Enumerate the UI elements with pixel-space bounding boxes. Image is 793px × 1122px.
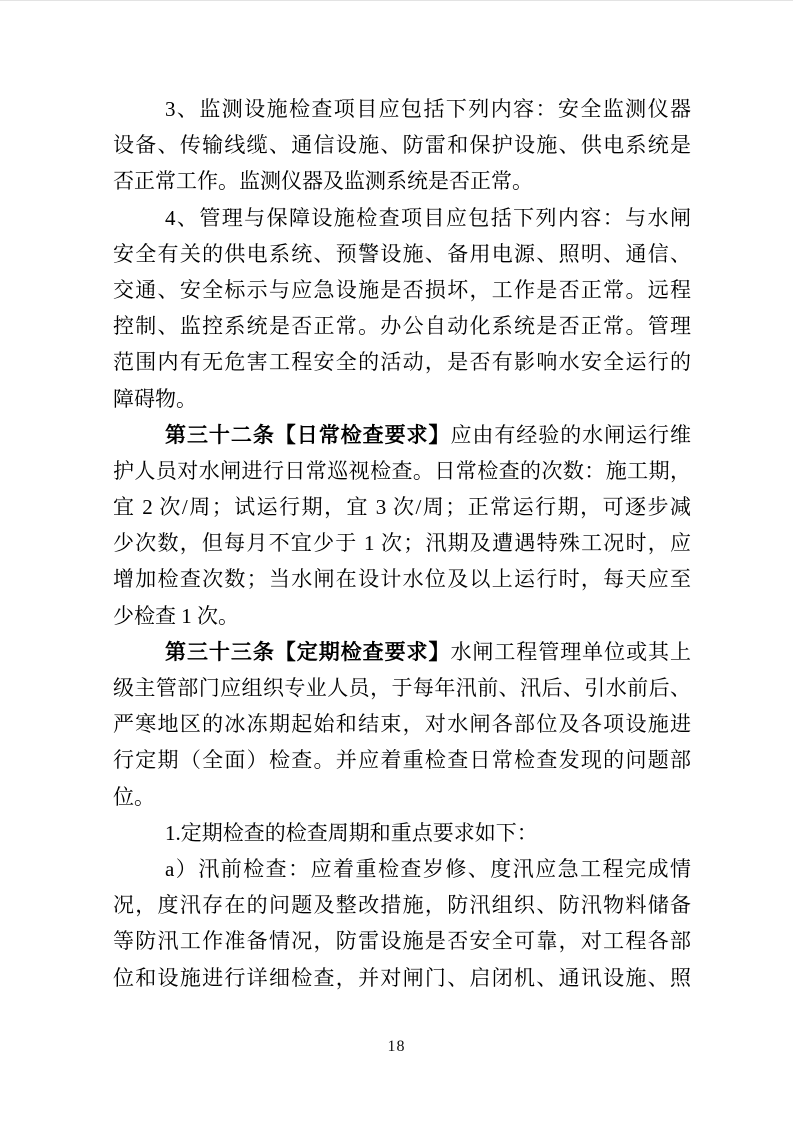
text-line bbox=[113, 887, 691, 923]
body-text: 控制、监控系统是否正常。办公自动化系统是否正常。管理 bbox=[113, 314, 691, 339]
text-line bbox=[113, 381, 691, 417]
text-line bbox=[113, 634, 691, 670]
body-text: 否正常工作。监测仪器及监测系统是否正常。 bbox=[113, 169, 533, 194]
body-text: 行定期（全面）检查。并应着重检查日常检查发现的问题部 bbox=[113, 748, 691, 773]
item-3-monitoring-facilities bbox=[113, 91, 691, 200]
text-line bbox=[113, 960, 691, 996]
item-a-pre-flood-inspection bbox=[113, 851, 691, 996]
text-line bbox=[113, 236, 691, 272]
body-text: 级主管部门应组织专业人员，于每年汛前、汛后、引水前后、 bbox=[113, 676, 691, 700]
body-text: 况，度汛存在的问题及整改措施，防汛组织、防汛物料储备 bbox=[113, 893, 691, 918]
text-line bbox=[113, 453, 691, 489]
body-text: 位。 bbox=[113, 784, 155, 809]
text-line bbox=[113, 779, 691, 815]
text-line bbox=[113, 200, 691, 236]
body-text: 宜 2 次/周；试运行期，宜 3 次/周；正常运行期，可逐步减 bbox=[113, 495, 691, 520]
body-text: 范围内有无危害工程安全的活动，是否有影响水安全运行的 bbox=[113, 350, 691, 375]
text-line bbox=[113, 670, 691, 706]
article-heading-text: 第三十三条【定期检查要求】 bbox=[165, 639, 451, 664]
body-text: 水闸工程管理单位或其上 bbox=[450, 639, 692, 664]
text-line bbox=[113, 344, 691, 380]
body-text: 4、管理与保障设施检查项目应包括下列内容：与水闸 bbox=[165, 205, 691, 230]
periodic-inspection-list-intro bbox=[113, 815, 691, 851]
article-heading-text: 第三十二条【日常检查要求】 bbox=[165, 422, 451, 447]
text-content bbox=[113, 91, 691, 996]
body-text: 应由有经验的水闸运行维 bbox=[450, 422, 692, 447]
text-line bbox=[113, 417, 691, 453]
body-text: 安全有关的供电系统、预警设施、备用电源、照明、通信、 bbox=[113, 241, 691, 266]
body-text: a）汛前检查：应着重检查岁修、度汛应急工程完成情 bbox=[165, 856, 691, 881]
body-text: 1.定期检查的检查周期和重点要求如下： bbox=[165, 820, 538, 845]
body-text: 交通、安全标示与应急设施是否损坏，工作是否正常。远程 bbox=[113, 277, 691, 302]
body-text: 位和设施进行详细检查，并对闸门、启闭机、通讯设施、照 bbox=[113, 965, 691, 990]
text-line bbox=[113, 706, 691, 742]
item-4-management-support-facilities bbox=[113, 200, 691, 417]
text-line bbox=[113, 525, 691, 561]
article-33-periodic-inspection bbox=[113, 634, 691, 815]
body-text: 少次数，但每月不宜少于 1 次；汛期及遭遇特殊工况时，应 bbox=[113, 531, 691, 556]
body-text: 严寒地区的冰冻期起始和结束，对水闸各部位及各项设施进 bbox=[113, 712, 691, 737]
text-line bbox=[113, 561, 691, 597]
article-32-daily-inspection bbox=[113, 417, 691, 634]
body-text: 护人员对水闸进行日常巡视检查。日常检查的次数：施工期， bbox=[113, 458, 691, 483]
text-line bbox=[113, 308, 691, 344]
text-line bbox=[113, 272, 691, 308]
body-text: 障碍物。 bbox=[113, 386, 197, 411]
text-line bbox=[113, 163, 691, 199]
text-line bbox=[113, 923, 691, 959]
text-line bbox=[113, 598, 691, 634]
body-text: 3、监测设施检查项目应包括下列内容：安全监测仪器 bbox=[165, 97, 691, 121]
text-line bbox=[113, 851, 691, 887]
page-number: 18 bbox=[387, 1038, 406, 1055]
text-line bbox=[113, 489, 691, 525]
text-line bbox=[113, 91, 691, 127]
body-text: 设备、传输线缆、通信设施、防雷和保护设施、供电系统是 bbox=[113, 133, 691, 158]
body-text: 少检查 1 次。 bbox=[113, 603, 239, 628]
body-text: 增加检查次数；当水闸在设计水位及以上运行时，每天应至 bbox=[113, 567, 691, 592]
text-line bbox=[113, 815, 691, 851]
text-line bbox=[113, 742, 691, 778]
body-text: 等防汛工作准备情况，防雷设施是否安全可靠，对工程各部 bbox=[113, 929, 691, 954]
text-line bbox=[113, 127, 691, 163]
